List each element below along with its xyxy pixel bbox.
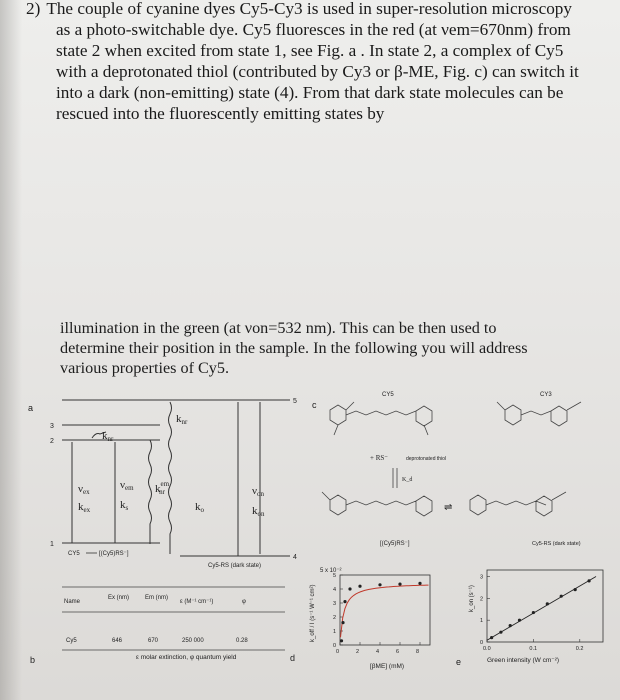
level-1-label: 1 — [50, 541, 54, 548]
nu-em-label: νem — [120, 479, 134, 492]
y-tick-label: 2 — [480, 596, 484, 603]
thiolate-plus: + RS⁻ — [370, 454, 388, 462]
table-header-epsilon: ε (M⁻¹ cm⁻¹) — [180, 599, 214, 605]
data-point — [348, 587, 351, 590]
deprotonated-thiol-label: deprotonated thiol — [406, 456, 447, 462]
panel-d-label: d — [290, 653, 296, 663]
table-header-em: Em (nm) — [145, 595, 168, 601]
k-s-label: ks — [120, 499, 129, 512]
data-point — [418, 582, 421, 585]
data-point — [574, 588, 577, 591]
state-dark-label: Cy5-RS (dark state) — [208, 563, 262, 569]
k-ex-label: kex — [78, 501, 91, 514]
panel-e-yticks — [480, 575, 490, 646]
panel-b-label: b — [30, 655, 36, 665]
panel-e — [456, 570, 603, 667]
data-point — [343, 600, 346, 603]
data-point — [587, 579, 590, 582]
question-paragraph-2: illumination in the green (at νon=532 nm). This can be then used to determine their position in the sample. In the following you will address various properties of Cy5. — [60, 319, 528, 377]
k-nr-em-label: $k^{em}$ nr — [155, 480, 170, 496]
y-tick-label: 0 — [333, 643, 337, 649]
dark-decay-wave — [169, 402, 172, 554]
y-tick-label: 1 — [333, 629, 337, 635]
data-point — [358, 585, 361, 588]
question-number: 2) — [26, 0, 41, 18]
nonrad-decay-wave — [149, 440, 152, 544]
nu-ex-label: νex — [78, 483, 90, 496]
data-point — [518, 619, 521, 622]
panel-e-xlabel: Green intensity (W cm⁻²) — [487, 657, 560, 664]
complex-label: [(Cy5)RS⁻] — [380, 541, 410, 547]
data-point — [532, 611, 535, 614]
x-tick-label: 0 — [336, 649, 340, 655]
paragraph-1-body: The couple of cyanine dyes Cy5-Cy3 is used in super-resolution microscopy as a photo-switchable dye. Cy5 fluoresces in the red (at νem=670nm) from state 2 when excited from state 1, see Fig. a . In state 2, a complex of Cy5 with a deprotonated thiol (contributed by Cy3 or β-ME, Fig. c) can switch it into a dark (non-emitting) state (4). From that dark state molecules can be rescued into the fluorescently emitting states by — [46, 0, 579, 123]
table-header-ex: Ex (nm) — [108, 595, 129, 601]
x-tick-label: 8 — [416, 649, 420, 655]
panel-c-label: c — [312, 400, 317, 410]
y-tick-label: 1 — [480, 618, 484, 625]
cy5-structure-sketch — [330, 402, 432, 435]
y-tick-label: 3 — [333, 601, 337, 607]
panel-d — [290, 568, 430, 670]
panel-e-xticks — [483, 639, 583, 652]
panel-a-label: a — [28, 403, 34, 413]
panel-e-ylabel: k_on (s⁻¹) — [469, 585, 475, 612]
k-on-label: kon — [252, 505, 265, 518]
panel-d-points — [340, 582, 422, 643]
dark-state-structure-sketch — [470, 492, 566, 516]
table-cell-name: Cy5 — [66, 638, 77, 644]
table-cell-em: 670 — [148, 638, 159, 644]
level-2-label: 2 — [50, 438, 54, 445]
cy3-structure-sketch — [497, 402, 581, 426]
table-cell-ex: 646 — [112, 638, 123, 644]
panel-c — [312, 392, 581, 547]
panel-e-fit-line — [487, 577, 596, 641]
data-point — [378, 583, 381, 586]
panel-e-label: e — [456, 657, 462, 667]
panel-d-ylabel: k_off / I (s⁻¹ W⁻¹ cm²) — [310, 584, 316, 642]
table-cell-phi: 0.28 — [236, 638, 248, 644]
complex-structure-sketch — [322, 492, 432, 516]
table-header-name: Name — [64, 599, 81, 605]
data-point — [546, 602, 549, 605]
nu-on-label: νon — [252, 485, 264, 498]
y-tick-label: 0 — [480, 640, 484, 646]
panel-d-fit-curve — [341, 585, 429, 637]
x-tick-label: 0.1 — [529, 646, 538, 652]
knr-left-label: knr — [102, 430, 114, 443]
question-paragraph-1 — [26, 0, 586, 124]
table-header-phi: φ — [242, 599, 246, 605]
data-point — [560, 595, 563, 598]
knr-top-label: knr — [176, 413, 188, 426]
state-cy5-label: CY5 — [68, 551, 80, 557]
panel-a — [28, 398, 297, 569]
y-tick-label: 4 — [333, 587, 337, 593]
kd-label: K_d — [402, 477, 413, 483]
x-tick-label: 0.2 — [575, 646, 584, 652]
table-caption: ε molar extinction, φ quantum yield — [136, 654, 237, 661]
question-text — [26, 0, 586, 124]
panel-d-xlabel: [βME] (mM) — [370, 663, 405, 670]
y-tick-label: 3 — [480, 574, 484, 581]
data-point — [490, 636, 493, 639]
level-3-label: 3 — [50, 423, 54, 430]
k-o-label: ko — [195, 501, 204, 514]
data-point — [499, 631, 502, 634]
y-tick-label: 5 — [333, 573, 337, 579]
panel-d-xticks — [336, 642, 420, 655]
data-point — [340, 639, 343, 642]
panel-d-yticks — [333, 573, 343, 649]
level-5-label: 5 — [293, 398, 297, 405]
dark-state-label: Cy5-RS (dark state) — [532, 541, 581, 547]
x-tick-label: 4 — [376, 649, 380, 655]
equilibrium-sign: ⇌ — [444, 502, 453, 513]
data-point — [341, 621, 344, 624]
figure — [0, 380, 620, 700]
table-cell-epsilon: 250 000 — [182, 638, 204, 644]
cy5-molecule-label: CY5 — [382, 392, 394, 398]
data-point — [398, 583, 401, 586]
panel-d-scale-label: 5 x 10⁻² — [320, 568, 342, 574]
x-tick-label: 2 — [356, 649, 360, 655]
panel-b — [30, 587, 285, 665]
x-tick-label: 6 — [396, 649, 400, 655]
level-4-label: 4 — [293, 554, 297, 561]
cy3-molecule-label: CY3 — [540, 392, 552, 398]
state-complex-label: [(Cy5)RS⁻] — [99, 551, 129, 557]
y-tick-label: 2 — [333, 615, 337, 621]
data-point — [509, 624, 512, 627]
x-tick-label: 0.0 — [483, 646, 491, 652]
